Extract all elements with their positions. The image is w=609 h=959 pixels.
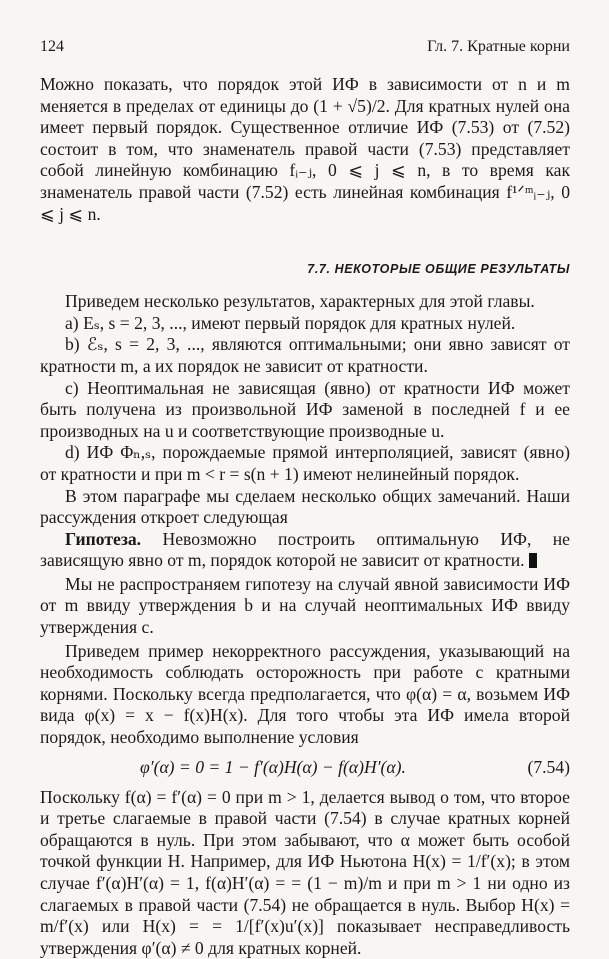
page-body (40, 74, 570, 959)
paragraph-conclusion: Поскольку f(α) = f′(α) = 0 при m > 1, делается вывод о том, что второе и третье слагаемые в правой части (7.54) в случае кратных корней обращаются в нуль. При этом забывают, что α может быть особой точкой функции H. Например, для ИФ Ньютона H(x) = 1/f′(x); в этом случае f′(α)H′(α) = 1, f(α)H′(α) = = (1 − m)/m и при m > 1 ни одно из слагаемых в правой части (7.54) не обращается в нуль. Выбор H(x) = m/f′(x) или H(x) = = 1/[f′(x)u′(x)] показывает несправедливость утверждения φ′(α) ≠ 0 для кратных корней. (40, 786, 570, 958)
paragraph-result-b: b) ℰₛ, s = 2, 3, ..., являются оптимальными; они явно зависят от кратности m, а их порядок не зависит от кратности. (40, 334, 570, 376)
hypothesis-label: Гипотеза. (65, 528, 142, 549)
paragraph-result-c: c) Неоптимальная не зависящая (явно) от кратности ИФ может быть получена из произвольной ИФ заменой в последней f и ее производных на u и соответствующие производные u. (40, 377, 570, 441)
paragraph-scope: Мы не распространяем гипотезу на случай явной зависимости ИФ от m ввиду утверждения b и на случай неоптимальных ИФ ввиду утверждения c. (40, 573, 570, 638)
paragraph-example: Приведем пример некорректного рассуждения, указывающий на необходимость соблюдать осторожность при работе с кратными корнями. Поскольку всегда предполагается, что φ(α) = α, возьмем ИФ вида φ(x) = x − f(x)H(x). Для того чтобы эта ИФ имела второй порядок, необходимо выполнение условия (40, 640, 570, 748)
paragraph-hypothesis (40, 529, 570, 572)
running-title: Гл. 7. Кратные корни (427, 38, 570, 55)
section-title: 7.7. НЕКОТОРЫЕ ОБЩИЕ РЕЗУЛЬТАТЫ (307, 262, 570, 277)
paragraph-result-d: d) ИФ Φₙ,ₛ, порождаемые прямой интерполяцией, зависят (явно) от кратности и при m < r = s(n + 1) имеют нелинейный порядок. (40, 442, 570, 484)
equation-number: (7.54) (527, 756, 570, 777)
paragraph-result-a: a) Eₛ, s = 2, 3, ..., имеют первый порядок для кратных нулей. (65, 312, 516, 333)
equation-7-54 (40, 753, 570, 781)
paragraph-intro: Можно показать, что порядок этой ИФ в зависимости от n и m меняется в пределах от единицы до (1 + √5)/2. Для кратных нулей она имеет первый порядок. Существенное отличие ИФ (7.53) от (7.52) состоит в том, что знаменатель правой части (7.53) представляет собой линейную комбинацию fᵢ₋ⱼ, 0 ⩽ j ⩽ n, в то время как знаменатель правой части (7.52) есть линейная комбинация f¹ᐟᵐᵢ₋ⱼ, 0 ⩽ j ⩽ n. (40, 74, 570, 224)
hypothesis-text: Невозможно построить оптимальную ИФ, не зависящую явно от m, порядок которой не зависит от кратности. (40, 528, 570, 571)
equation-expression: φ′(α) = 0 = 1 − f′(α)H(α) − f(α)H′(α). (140, 756, 406, 777)
page-header (40, 38, 570, 58)
paragraph-results-intro: Приведем несколько результатов, характерных для этой главы. (65, 291, 535, 312)
paragraph-remarks: В этом параграфе мы сделаем несколько общих замечаний. Наши рассуждения откроет следующая (40, 485, 570, 528)
page-number: 124 (40, 38, 64, 55)
end-of-proof-icon (529, 553, 537, 568)
